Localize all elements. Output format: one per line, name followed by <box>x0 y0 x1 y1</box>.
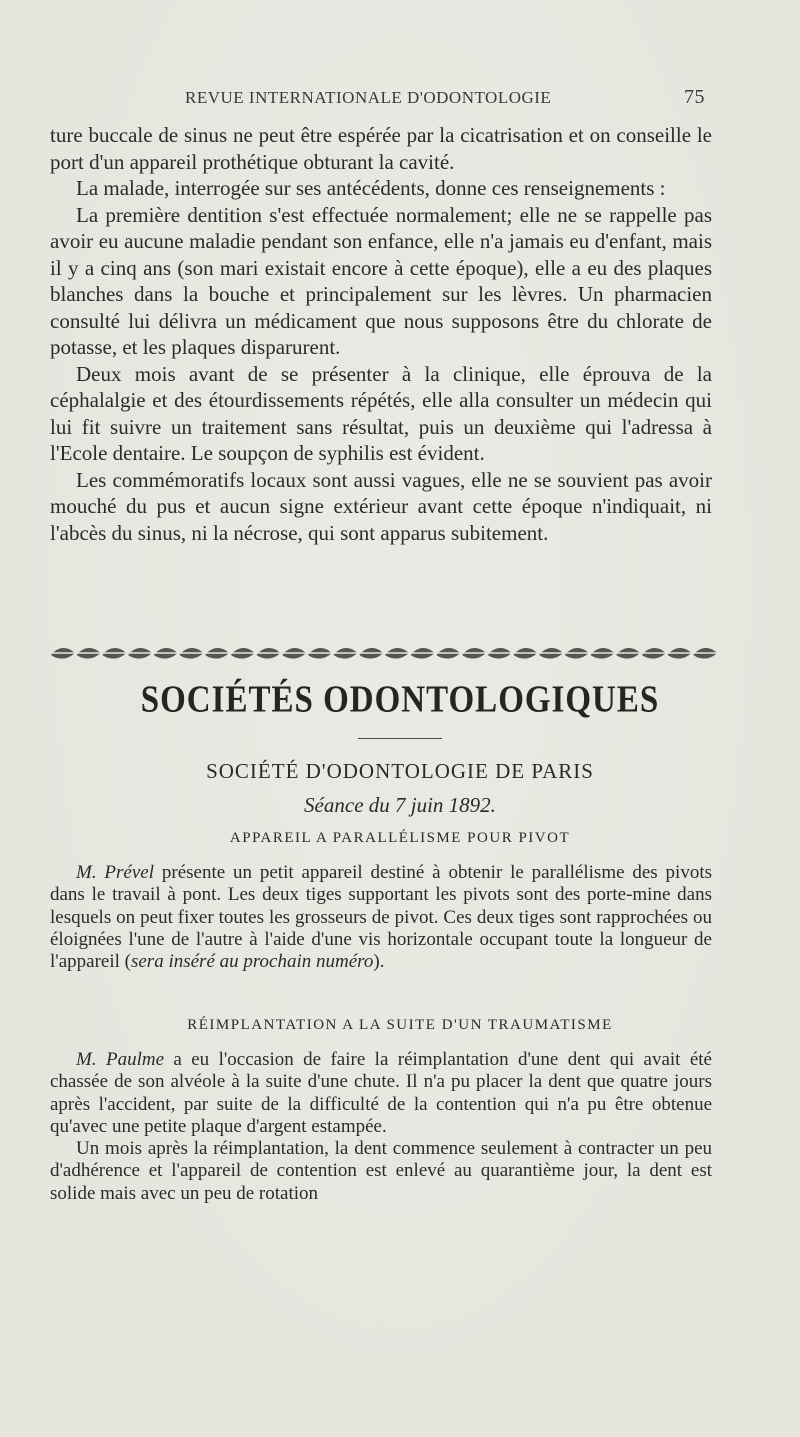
subheading-reimplantation: RÉIMPLANTATION A LA SUITE D'UN TRAUMATISME <box>187 1017 613 1033</box>
running-head <box>185 88 705 114</box>
paragraph-antecedents-intro: La malade, interrogée sur ses antécédents, donne ces renseignements : <box>76 176 666 200</box>
paragraph-continued: ture buccale de sinus ne peut être espérée par la cicatrisation et on conseille le port d'un appareil prothétique obturant la cavité. <box>50 123 712 174</box>
paragraph-first-dentition: La première dentition s'est effectuée normalement; elle ne se rappelle pas avoir eu aucune maladie pendant son enfance, elle n'a jamais eu d'enfant, mais il y a cinq ans (son mari existait encore à cette époque), elle a eu des plaques blanches dans la bouche et principalement sur les lèvres. Un pharmacien consulté lui délivra un médicament que nous supposons être du chlorate de potasse, et les plaques disparurent. <box>50 202 712 359</box>
parallelism-text-b: ). <box>373 951 385 973</box>
running-title: REVUE INTERNATIONALE D'ODONTOLOGIE <box>185 88 552 107</box>
parallelism-text <box>50 862 712 973</box>
reimplantation-paragraph-2: Un mois après la réimplantation, la dent commence seulement à contracter un peu d'adhérence et l'appareil de contention est enlevé au quarantième jour, la dent est solide mais avec un peu de rotation <box>50 1138 712 1204</box>
reimplantation-paragraph <box>50 1049 712 1138</box>
session-date-text: Séance du 7 juin 1892. <box>304 793 496 817</box>
paragraph-two-months: Deux mois avant de se présenter à la clinique, elle éprouva de la céphalalgie et des étourdissements répétés, elle alla consulter un médecin qui lui fit suivre un traitement sans résultat, puis un deuxième qui l'adressa à l'Ecole dentaire. Le soupçon de syphilis est évident. <box>50 361 712 465</box>
section-divider <box>358 738 442 739</box>
society-heading: SOCIÉTÉ D'ODONTOLOGIE DE PARIS <box>206 759 594 783</box>
paragraph-local-history: Les commémoratifs locaux sont aussi vagues, elle ne se souvient pas avoir mouché du pus et aucun signe extérieur avant cette époque n'indiquait, ni l'abcès du sinus, ni la nécrose, qui sont apparus subitement. <box>50 467 712 545</box>
subheading-parallelism: APPAREIL A PARALLÉLISME POUR PIVOT <box>229 830 571 846</box>
session-date <box>0 793 800 818</box>
main-text <box>50 122 712 546</box>
presenter-name-2: M. Paulme <box>76 1049 165 1070</box>
ornamental-rule <box>50 644 718 662</box>
reimplantation-text <box>50 1049 712 1205</box>
presenter-name: M. Prével <box>76 862 155 883</box>
page-number: 75 <box>684 86 705 108</box>
parallelism-italic-note: sera inséré au prochain numéro <box>130 951 374 973</box>
reimplantation-text-a: a eu l'occasion de faire la réimplantation d'une dent qui avait été chassée de son alvéole à la suite d'une chute. Il n'a pu placer la dent que quatre jours après l'accident, par suite de la difficulté de la contention qui n'a pu être obtenue qu'avec une petite plaque d'argent estampée. <box>50 1049 712 1137</box>
section-title: SOCIÉTÉS ODONTOLOGIQUES <box>140 679 660 721</box>
parallelism-paragraph <box>50 862 712 973</box>
parallelism-text-a: présente un petit appareil destiné à obtenir le parallélisme des pivots dans le travail à pont. Les deux tiges supportant les pivots sont des porte-mine dans lesquels on peut fixer toutes les grosseurs de pivot. Ces deux tiges sont rapprochées ou éloignées l'une de l'autre à l'aide d'une vis horizontale occupant toute la longueur de l'appareil ( <box>50 862 712 973</box>
